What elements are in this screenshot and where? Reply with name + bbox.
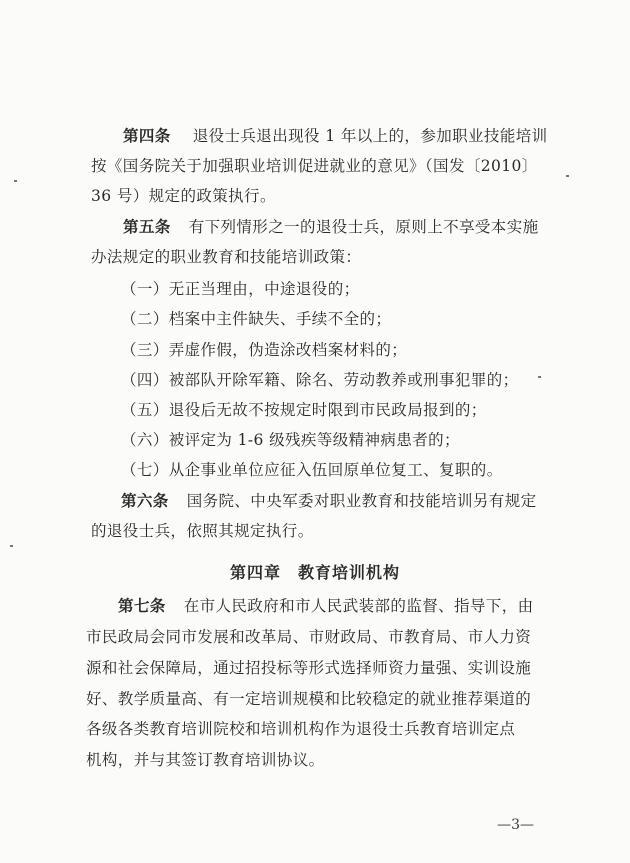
article-6-label: 第六条 [121,492,169,510]
article-4-line-1: 第四条 退役士兵退出现役 1 年以上的，参加职业技能培训 [123,127,548,145]
article-4-line-3: 36 号）规定的政策执行。 [91,187,276,205]
scan-speck [566,175,569,177]
article-4-label: 第四条 [123,127,171,145]
article-6-line-2: 的退役士兵，依照其规定执行。 [91,522,314,540]
article-7-label: 第七条 [118,597,166,615]
list-item: （四）被部队开除军籍、除名、劳动教养或刑事犯罪的； [121,371,519,389]
list-item: （三）弄虚作假，伪造涂改档案材料的； [121,341,408,359]
article-7-line-5: 各级各类教育培训院校和培训机构作为退役士兵教育培训定点 [86,720,516,738]
scan-speck [538,376,541,378]
page-number: —3— [497,817,534,833]
article-5-line-1: 第五条 有下列情形之一的退役士兵，原则上不享受本实施 [123,218,539,236]
article-5-line-2: 办法规定的职业教育和技能培训政策： [91,248,362,266]
article-7-line-1: 第七条 在市人民政府和市人民武装部的监督、指导下，由 [118,597,534,615]
article-4-line-2: 按《国务院关于加强职业培训促进就业的意见》（国发〔2010〕 [91,157,538,175]
article-7-line-4: 好、教学质量高、有一定培训规模和比较稳定的就业推荐渠道的 [86,690,532,708]
article-7-line-3: 源和社会保障局，通过招投标等形式选择师资力量强、实训设施 [86,659,532,677]
scan-speck [14,180,17,182]
list-item: （五）退役后无故不按规定时限到市民政局报到的； [121,401,487,419]
article-7-line-2: 市民政局会同市发展和改革局、市财政局、市教育局、市人力资 [86,628,532,646]
scan-speck [10,545,13,547]
article-7-line-6: 机构，并与其签订教育培训协议。 [86,751,325,769]
list-item: （二）档案中主件缺失、手续不全的； [121,310,392,328]
list-item: （一）无正当理由，中途退役的； [121,280,360,298]
chapter-title: 第四章 教育培训机构 [229,563,400,582]
list-item: （六）被评定为 1-6 级残疾等级精神病患者的； [121,431,460,449]
list-item: （七）从企事业单位应征入伍回原单位复工、复职的。 [121,461,503,479]
article-6-line-1: 第六条 国务院、中央军委对职业教育和技能培训另有规定 [121,492,537,510]
article-5-label: 第五条 [123,218,171,236]
